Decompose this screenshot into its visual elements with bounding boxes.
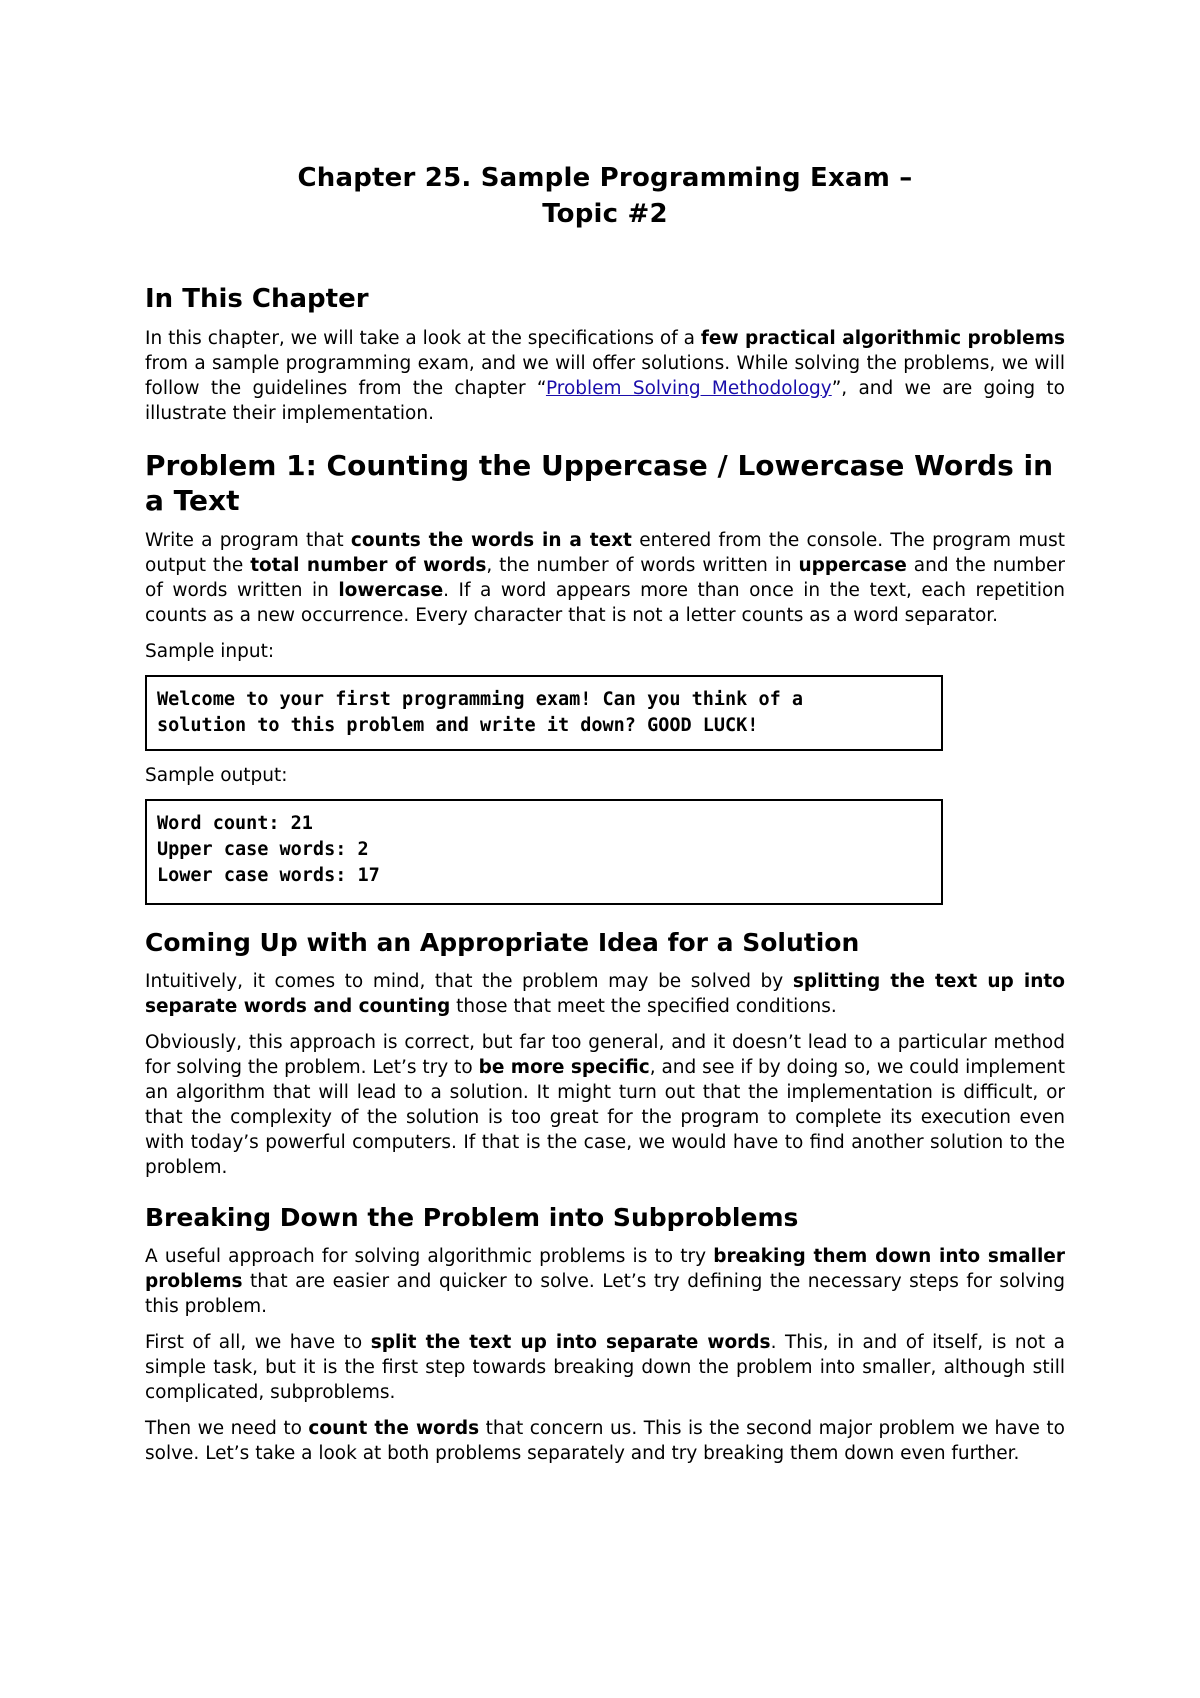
problem-1-heading: Problem 1: Counting the Uppercase / Lowercase Words in a Text <box>145 449 1054 517</box>
document-page <box>145 160 1065 1477</box>
chapter-title-line-1: Chapter 25. Sample Programming Exam – <box>297 163 913 193</box>
sample-output-box <box>145 799 943 905</box>
idea-paragraph-1: Intuitively, it comes to mind, that the problem may be solved by splitting the text up into separate words and counting those that meet the specified conditions. <box>145 971 1065 1017</box>
sample-output-label: Sample output: <box>145 765 288 786</box>
chapter-title-line-2: Topic #2 <box>542 199 668 229</box>
sample-output-line: Upper case words: 2 <box>157 839 369 860</box>
sample-input-line: solution to this problem and write it down? GOOD LUCK! <box>157 715 759 736</box>
breakdown-paragraph-2: First of all, we have to split the text up into separate words. This, in and of itself, is not a simple task, but it is the first step towards breaking down the problem into smaller, although still complicated, subproblems. <box>145 1332 1065 1403</box>
breakdown-paragraph-3: Then we need to count the words that concern us. This is the second major problem we have to solve. Let’s take a look at both problems separately and try breaking them down even further. <box>145 1418 1065 1464</box>
sample-input-line: Welcome to your first programming exam! Can you think of a <box>157 689 804 710</box>
idea-heading: Coming Up with an Appropriate Idea for a Solution <box>145 928 860 957</box>
problem-1-description: Write a program that counts the words in a text entered from the console. The program must output the total number of words, the number of words written in uppercase and the number of words written in lowercase. If a word appears more than once in the text, each repetition counts as a new occurrence. Every character that is not a letter counts as a word separator. <box>145 530 1065 626</box>
problem-solving-methodology-link[interactable]: Problem Solving Methodology <box>545 378 832 399</box>
breakdown-heading: Breaking Down the Problem into Subproblems <box>145 1203 799 1232</box>
in-this-chapter-heading: In This Chapter <box>145 284 369 314</box>
intro-paragraph: In this chapter, we will take a look at the specifications of a few practical algorithmic problems from a sample programming exam, and we will offer solutions. While solving the problems, we will follow the guidelines from the chapter “Problem Solving Methodology”, and we are going to illustrate their implementation. <box>145 328 1065 424</box>
sample-input-box <box>145 675 943 751</box>
sample-output-line: Lower case words: 17 <box>157 865 380 886</box>
sample-output-line: Word count: 21 <box>157 813 313 834</box>
idea-paragraph-2: Obviously, this approach is correct, but far too general, and it doesn’t lead to a particular method for solving the problem. Let’s try to be more specific, and see if by doing so, we could implement an algorithm that will lead to a solution. It might turn out that the implementation is difficult, or that the complexity of the solution is too great for the program to complete its execution even with today’s powerful computers. If that is the case, we would have to find another solution to the problem. <box>145 1032 1065 1178</box>
sample-input-label: Sample input: <box>145 641 275 662</box>
chapter-title <box>145 160 1065 232</box>
breakdown-paragraph-1: A useful approach for solving algorithmic problems is to try breaking them down into smaller problems that are easier and quicker to solve. Let’s try defining the necessary steps for solving this problem. <box>145 1246 1065 1317</box>
